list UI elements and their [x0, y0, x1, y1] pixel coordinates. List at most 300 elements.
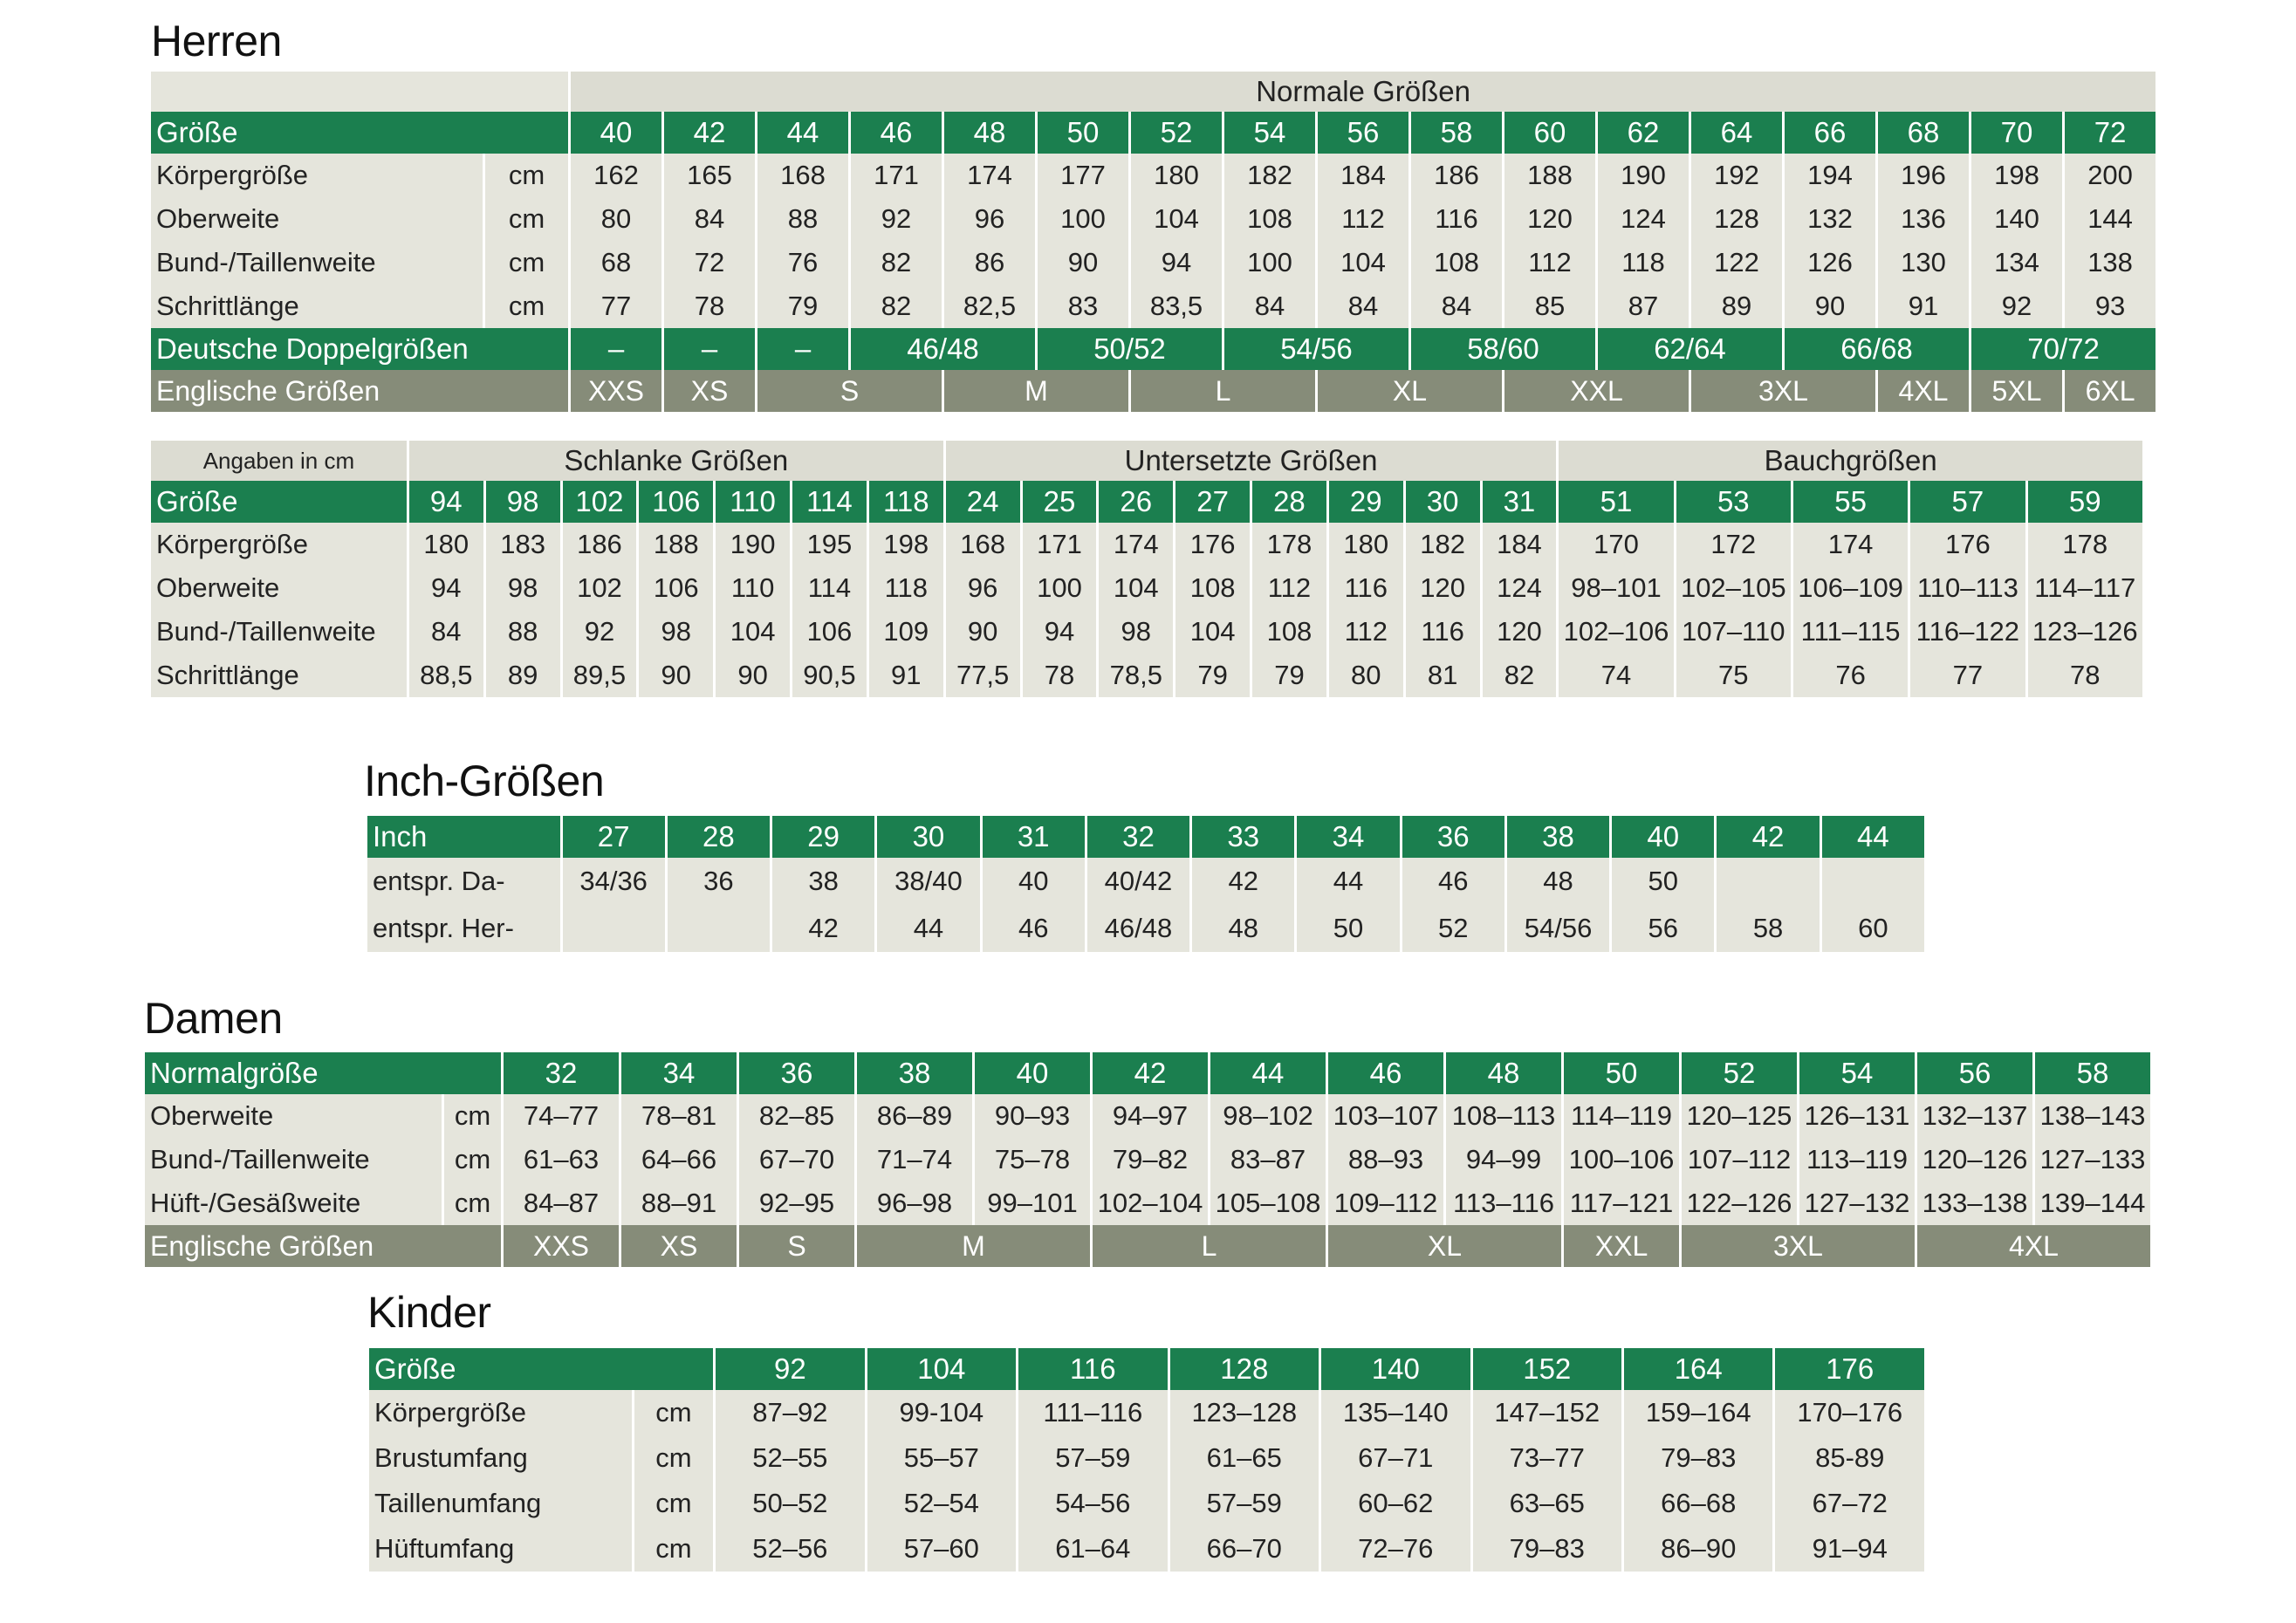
measure-label: Oberweite [151, 566, 407, 610]
measure-value: 112 [1504, 241, 1595, 284]
measure-value: 44 [1297, 858, 1399, 905]
english-cell: M [857, 1225, 1090, 1267]
size-header-cell: 68 [1878, 112, 1969, 154]
size-header-cell: 50 [1038, 112, 1128, 154]
measure-label: Oberweite [145, 1094, 442, 1138]
measure-value: 90 [639, 654, 713, 697]
size-header-cell: 62 [1598, 112, 1689, 154]
measure-unit: cm [444, 1181, 501, 1225]
measure-row [145, 1094, 2150, 1138]
measure-value: 134 [1971, 241, 2062, 284]
measure-value: 114–117 [2028, 566, 2143, 610]
size-header-cell: 29 [1329, 481, 1403, 523]
measure-value: 178 [2028, 523, 2143, 566]
measure-value: 54–56 [1018, 1481, 1167, 1526]
measure-value: 102–105 [1676, 566, 1791, 610]
measure-value: 40 [983, 858, 1085, 905]
measure-value: 176 [1175, 523, 1250, 566]
english-cell: 3XL [1682, 1225, 1915, 1267]
damen-title: Damen [144, 994, 283, 1043]
measure-value: 100 [1023, 566, 1097, 610]
size-header-cell: 55 [1793, 481, 1908, 523]
measure-value: 116 [1411, 197, 1502, 241]
measure-value: 55–57 [867, 1435, 1016, 1481]
measure-value: 98 [486, 566, 560, 610]
kinder-title: Kinder [367, 1288, 491, 1337]
size-header-cell: 36 [1402, 816, 1504, 858]
measure-unit: cm [634, 1526, 713, 1572]
size-header-cell: 46 [851, 112, 942, 154]
measure-unit: cm [634, 1435, 713, 1481]
measure-row [151, 566, 2142, 610]
measure-value: 90 [1038, 241, 1128, 284]
measure-value: 57–60 [867, 1526, 1016, 1572]
measure-value: 61–65 [1170, 1435, 1319, 1481]
measure-value: 50 [1612, 858, 1714, 905]
size-header-cell: 94 [409, 481, 483, 523]
measure-value: 75 [1676, 654, 1791, 697]
measure-value: 198 [869, 523, 943, 566]
english-cell: 6XL [2065, 370, 2155, 412]
measure-value: 107–112 [1682, 1138, 1797, 1181]
doppel-cell: 54/56 [1224, 328, 1408, 370]
measure-value: 190 [716, 523, 790, 566]
measure-value: 120–126 [1917, 1138, 2032, 1181]
group-spacer [151, 72, 568, 112]
measure-value: 50 [1297, 905, 1399, 952]
measure-value: 144 [2065, 197, 2155, 241]
measure-value: 180 [1131, 154, 1222, 197]
size-header-cell: 46 [1328, 1052, 1443, 1094]
measure-row [151, 654, 2142, 697]
measure-value: 103–107 [1328, 1094, 1443, 1138]
damen-table [142, 1052, 2153, 1267]
measure-value: 120–125 [1682, 1094, 1797, 1138]
size-header-cell: 116 [1018, 1348, 1167, 1390]
measure-value: 76 [757, 241, 848, 284]
measure-value: 98 [1099, 610, 1173, 654]
size-header-cell: 24 [946, 481, 1020, 523]
measure-value: 57–59 [1170, 1481, 1319, 1526]
measure-value: 90 [946, 610, 1020, 654]
measure-value: 78 [2028, 654, 2143, 697]
doppel-cell: 70/72 [1971, 328, 2155, 370]
doppel-row [151, 328, 2155, 370]
measure-value: 112 [1318, 197, 1408, 241]
english-cell: XXL [1504, 370, 1689, 412]
size-header-cell: 110 [716, 481, 790, 523]
size-header-cell: 28 [668, 816, 770, 858]
measure-value: 109–112 [1328, 1181, 1443, 1225]
measure-value: 94 [409, 566, 483, 610]
measure-value [1717, 858, 1819, 905]
measure-value: 82,5 [944, 284, 1035, 328]
measure-value: 174 [944, 154, 1035, 197]
measure-value: 186 [563, 523, 637, 566]
size-header-cell: 44 [1822, 816, 1924, 858]
measure-value: 188 [1504, 154, 1595, 197]
measure-value: 122 [1691, 241, 1782, 284]
english-cell: XXL [1564, 1225, 1679, 1267]
measure-value: 140 [1971, 197, 2062, 241]
measure-value: 82 [851, 241, 942, 284]
size-header-label: Normalgröße [145, 1052, 501, 1094]
size-header-cell: 104 [867, 1348, 1016, 1390]
size-header-cell: 164 [1624, 1348, 1772, 1390]
size-header-cell: 42 [664, 112, 755, 154]
measure-value: 67–70 [739, 1138, 854, 1181]
measure-value: 93 [2065, 284, 2155, 328]
measure-value: 109 [869, 610, 943, 654]
english-label: Englische Größen [151, 370, 568, 412]
inch-table [365, 816, 1927, 952]
measure-label: Oberweite [151, 197, 483, 241]
size-header-cell: 40 [1612, 816, 1714, 858]
measure-value: 192 [1691, 154, 1782, 197]
measure-value: 78 [664, 284, 755, 328]
measure-value: 79–83 [1624, 1435, 1772, 1481]
measure-value: 98 [639, 610, 713, 654]
size-header-cell: 31 [1483, 481, 1557, 523]
size-header-cell: 70 [1971, 112, 2062, 154]
measure-value: 75–78 [975, 1138, 1090, 1181]
measure-value: 94 [1023, 610, 1097, 654]
size-header-label: Inch [367, 816, 560, 858]
size-header-cell: 56 [1917, 1052, 2032, 1094]
measure-value: 198 [1971, 154, 2062, 197]
measure-value: 87–92 [716, 1390, 864, 1435]
measure-label: Schrittlänge [151, 284, 483, 328]
measure-value: 104 [1099, 566, 1173, 610]
measure-value: 118 [869, 566, 943, 610]
measure-value: 132–137 [1917, 1094, 2032, 1138]
english-cell: L [1131, 370, 1315, 412]
measure-value: 79 [1175, 654, 1250, 697]
measure-row [369, 1390, 1924, 1435]
measure-value: 64–66 [621, 1138, 737, 1181]
measure-row [151, 523, 2142, 566]
measure-value: 178 [1252, 523, 1326, 566]
english-cell: XXS [504, 1225, 619, 1267]
measure-value: 180 [409, 523, 483, 566]
size-header-cell: 118 [869, 481, 943, 523]
measure-value: 77,5 [946, 654, 1020, 697]
measure-value: 114–119 [1564, 1094, 1679, 1138]
english-cell: XS [664, 370, 755, 412]
measure-value: 196 [1878, 154, 1969, 197]
measure-value: 50–52 [716, 1481, 864, 1526]
measure-value: 63–65 [1473, 1481, 1621, 1526]
size-header-cell: 28 [1252, 481, 1326, 523]
measure-value: 84–87 [504, 1181, 619, 1225]
measure-value: 126–131 [1799, 1094, 1915, 1138]
measure-label: entspr. Da- [367, 858, 560, 905]
size-header-cell: 53 [1676, 481, 1791, 523]
measure-value: 78–81 [621, 1094, 737, 1138]
measure-value: 172 [1676, 523, 1791, 566]
measure-value: 120 [1483, 610, 1557, 654]
size-header-cell: 152 [1473, 1348, 1621, 1390]
measure-value: 102 [563, 566, 637, 610]
measure-value: 112 [1252, 566, 1326, 610]
size-header-cell: 66 [1785, 112, 1875, 154]
measure-value: 38 [772, 858, 874, 905]
size-header-cell: 40 [571, 112, 661, 154]
measure-value: 54/56 [1507, 905, 1609, 952]
measure-value: 184 [1483, 523, 1557, 566]
measure-value: 110–113 [1910, 566, 2025, 610]
measure-value: 105–108 [1210, 1181, 1326, 1225]
size-header-row [145, 1052, 2150, 1094]
measure-value: 67–72 [1775, 1481, 1924, 1526]
measure-value: 188 [639, 523, 713, 566]
measure-row [145, 1138, 2150, 1181]
measure-row [367, 905, 1924, 952]
measure-value: 104 [1131, 197, 1222, 241]
english-cell: XS [621, 1225, 737, 1267]
measure-value: 92–95 [739, 1181, 854, 1225]
size-header-cell: 140 [1321, 1348, 1470, 1390]
measure-value: 96 [944, 197, 1035, 241]
measure-value: 57–59 [1018, 1435, 1167, 1481]
measure-value: 84 [409, 610, 483, 654]
doppel-cell: 58/60 [1411, 328, 1595, 370]
doppel-label: Deutsche Doppelgrößen [151, 328, 568, 370]
measure-value: 90,5 [792, 654, 867, 697]
measure-label: Bund-/Taillenweite [145, 1138, 442, 1181]
unit-note: Angaben in cm [151, 441, 407, 481]
size-header-label: Größe [151, 481, 407, 523]
measure-value: 52 [1402, 905, 1504, 952]
size-header-cell: 38 [857, 1052, 972, 1094]
measure-value: 83–87 [1210, 1138, 1326, 1181]
measure-row [369, 1435, 1924, 1481]
size-header-cell: 32 [1087, 816, 1189, 858]
english-cell: XL [1328, 1225, 1561, 1267]
measure-value: 99–101 [975, 1181, 1090, 1225]
measure-value: 108 [1252, 610, 1326, 654]
herren-normal-table [148, 72, 2158, 412]
measure-value: 122–126 [1682, 1181, 1797, 1225]
measure-value: 127–132 [1799, 1181, 1915, 1225]
measure-value: 139–144 [2035, 1181, 2150, 1225]
doppel-cell: – [571, 328, 661, 370]
measure-value: 147–152 [1473, 1390, 1621, 1435]
measure-value: 88–93 [1328, 1138, 1443, 1181]
measure-value: 177 [1038, 154, 1128, 197]
measure-value: 133–138 [1917, 1181, 2032, 1225]
size-header-row [367, 816, 1924, 858]
measure-value: 126 [1785, 241, 1875, 284]
size-header-cell: 56 [1318, 112, 1408, 154]
english-label: Englische Größen [145, 1225, 501, 1267]
measure-value: 78,5 [1099, 654, 1173, 697]
measure-value: 116 [1329, 566, 1403, 610]
measure-label: Hüft-/Gesäßweite [145, 1181, 442, 1225]
size-header-cell: 59 [2028, 481, 2143, 523]
measure-value [563, 905, 665, 952]
size-header-cell: 32 [504, 1052, 619, 1094]
english-cell: 5XL [1971, 370, 2062, 412]
herren-special-table [148, 441, 2145, 697]
size-header-cell: 48 [944, 112, 1035, 154]
measure-value: 183 [486, 523, 560, 566]
english-cell: S [757, 370, 942, 412]
measure-value: 116–122 [1910, 610, 2025, 654]
size-header-cell: 72 [2065, 112, 2155, 154]
size-header-cell: 58 [2035, 1052, 2150, 1094]
measure-value: 171 [851, 154, 942, 197]
measure-value: 67–71 [1321, 1435, 1470, 1481]
group-title: Schlanke Größen [409, 441, 943, 481]
measure-value: 46 [1402, 858, 1504, 905]
measure-unit: cm [444, 1138, 501, 1181]
measure-label: Körpergröße [151, 523, 407, 566]
measure-unit: cm [634, 1390, 713, 1435]
size-header-cell: 106 [639, 481, 713, 523]
measure-value: 91 [1878, 284, 1969, 328]
measure-value: 171 [1023, 523, 1097, 566]
size-header-cell: 38 [1507, 816, 1609, 858]
measure-value: 170–176 [1775, 1390, 1924, 1435]
measure-value: 71–74 [857, 1138, 972, 1181]
measure-value: 124 [1598, 197, 1689, 241]
measure-value: 168 [757, 154, 848, 197]
measure-value: 108 [1224, 197, 1315, 241]
measure-value: 66–68 [1624, 1481, 1772, 1526]
measure-value: 108 [1175, 566, 1250, 610]
measure-value [1822, 858, 1924, 905]
measure-value: 88,5 [409, 654, 483, 697]
measure-value: 111–116 [1018, 1390, 1167, 1435]
size-header-cell: 51 [1559, 481, 1673, 523]
doppel-cell: 62/64 [1598, 328, 1782, 370]
measure-value: 81 [1406, 654, 1480, 697]
measure-value: 77 [1910, 654, 2025, 697]
measure-value: 94–99 [1446, 1138, 1561, 1181]
measure-label: Bund-/Taillenweite [151, 241, 483, 284]
measure-value: 100 [1038, 197, 1128, 241]
size-header-cell: 25 [1023, 481, 1097, 523]
measure-row [151, 154, 2155, 197]
doppel-cell: 46/48 [851, 328, 1035, 370]
measure-row [369, 1526, 1924, 1572]
measure-value: 106 [792, 610, 867, 654]
english-cell: 4XL [1878, 370, 1969, 412]
measure-value: 182 [1224, 154, 1315, 197]
size-header-cell: 34 [621, 1052, 737, 1094]
measure-label: Taillenumfang [369, 1481, 632, 1526]
measure-value: 88 [486, 610, 560, 654]
measure-value: 79–83 [1473, 1526, 1621, 1572]
measure-value: 88–91 [621, 1181, 737, 1225]
measure-unit: cm [485, 154, 568, 197]
measure-value: 84 [1224, 284, 1315, 328]
measure-value: 82 [851, 284, 942, 328]
measure-label: Hüftumfang [369, 1526, 632, 1572]
measure-value: 40/42 [1087, 858, 1189, 905]
size-header-cell: 54 [1799, 1052, 1915, 1094]
group-title-row [151, 72, 2155, 112]
measure-value: 99-104 [867, 1390, 1016, 1435]
english-size-row [151, 370, 2155, 412]
measure-value: 110 [716, 566, 790, 610]
measure-label: Bund-/Taillenweite [151, 610, 407, 654]
doppel-cell: 50/52 [1038, 328, 1222, 370]
measure-value: 83 [1038, 284, 1128, 328]
measure-row [151, 241, 2155, 284]
measure-value: 114 [792, 566, 867, 610]
measure-value: 36 [668, 858, 770, 905]
measure-value: 168 [946, 523, 1020, 566]
group-title-row [151, 441, 2142, 481]
measure-value: 85 [1504, 284, 1595, 328]
measure-value: 84 [1411, 284, 1502, 328]
measure-value: 74–77 [504, 1094, 619, 1138]
size-header-cell: 176 [1775, 1348, 1924, 1390]
measure-value: 60 [1822, 905, 1924, 952]
measure-value: 80 [571, 197, 661, 241]
size-header-cell: 27 [1175, 481, 1250, 523]
measure-value: 92 [851, 197, 942, 241]
measure-value: 74 [1559, 654, 1673, 697]
measure-value: 48 [1192, 905, 1294, 952]
measure-value: 116 [1406, 610, 1480, 654]
measure-value: 88 [757, 197, 848, 241]
size-header-cell: 40 [975, 1052, 1090, 1094]
measure-value: 112 [1329, 610, 1403, 654]
measure-value: 61–64 [1018, 1526, 1167, 1572]
measure-value: 128 [1691, 197, 1782, 241]
measure-value: 106 [639, 566, 713, 610]
size-header-cell: 44 [1210, 1052, 1326, 1094]
measure-unit: cm [634, 1481, 713, 1526]
measure-row [151, 610, 2142, 654]
measure-value: 72 [664, 241, 755, 284]
measure-value: 136 [1878, 197, 1969, 241]
measure-unit: cm [444, 1094, 501, 1138]
measure-value: 46 [983, 905, 1085, 952]
measure-value: 100 [1224, 241, 1315, 284]
measure-value: 56 [1612, 905, 1714, 952]
measure-value: 90 [716, 654, 790, 697]
measure-value: 78 [1023, 654, 1097, 697]
measure-value: 102–106 [1559, 610, 1673, 654]
size-header-cell: 30 [877, 816, 979, 858]
measure-value: 52–54 [867, 1481, 1016, 1526]
size-header-cell: 98 [486, 481, 560, 523]
measure-value: 46/48 [1087, 905, 1189, 952]
measure-value: 48 [1507, 858, 1609, 905]
size-header-row [369, 1348, 1924, 1390]
measure-row [367, 858, 1924, 905]
measure-row [151, 284, 2155, 328]
measure-unit: cm [485, 284, 568, 328]
measure-value: 98–102 [1210, 1094, 1326, 1138]
size-header-cell: 29 [772, 816, 874, 858]
size-header-cell: 48 [1446, 1052, 1561, 1094]
measure-value: 79–82 [1093, 1138, 1208, 1181]
measure-value: 120 [1504, 197, 1595, 241]
measure-value: 90 [1785, 284, 1875, 328]
measure-value: 123–128 [1170, 1390, 1319, 1435]
size-header-cell: 54 [1224, 112, 1315, 154]
size-header-cell: 52 [1131, 112, 1222, 154]
measure-value: 87 [1598, 284, 1689, 328]
measure-value: 113–119 [1799, 1138, 1915, 1181]
measure-value: 184 [1318, 154, 1408, 197]
measure-value: 111–115 [1793, 610, 1908, 654]
